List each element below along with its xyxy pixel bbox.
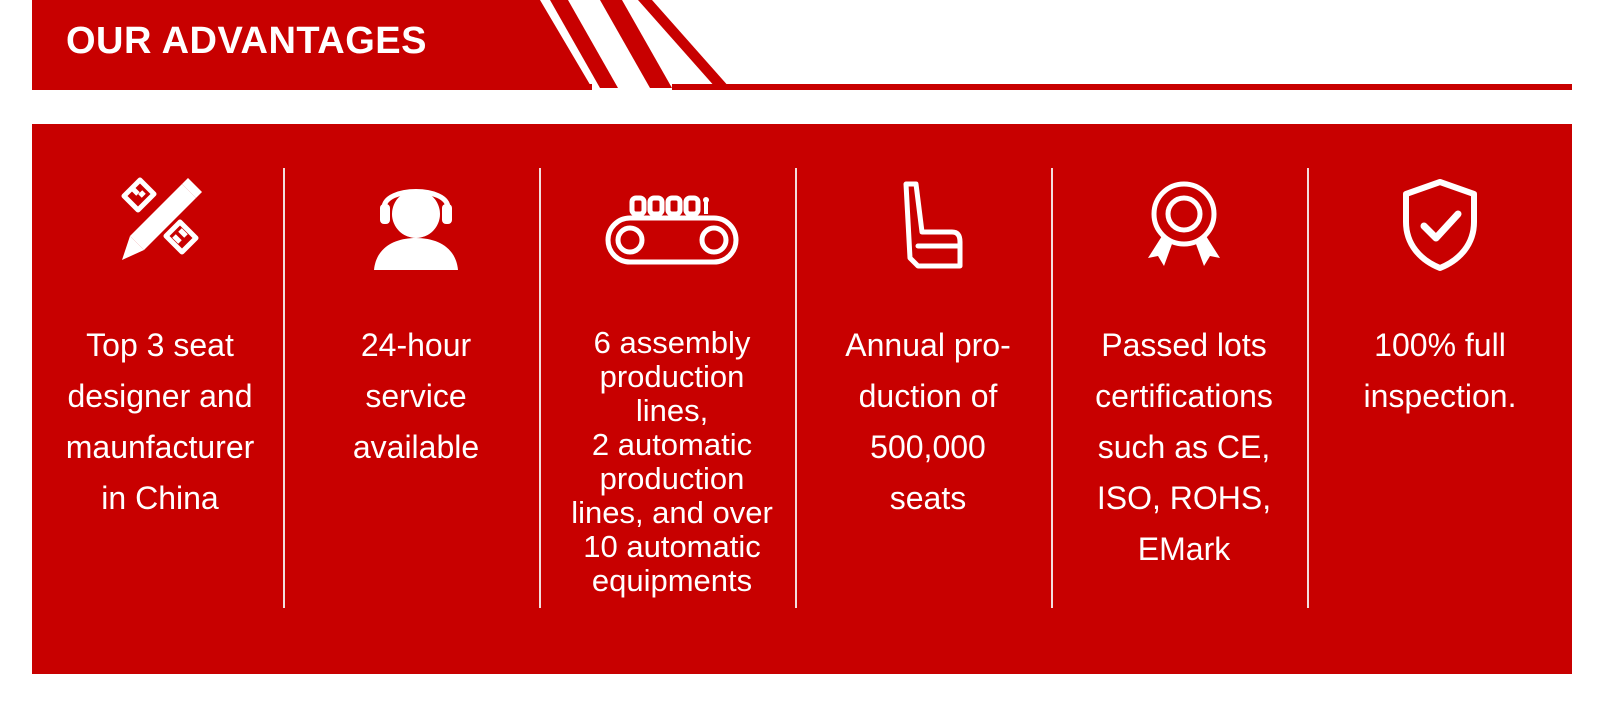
column-divider — [1051, 168, 1053, 608]
header-band — [32, 0, 1572, 92]
column-divider — [1307, 168, 1309, 608]
advantages-panel — [32, 124, 1572, 674]
advantage-text: Top 3 seat designer and maunfacturer in China — [65, 327, 255, 516]
award-badge-icon — [1056, 174, 1312, 274]
advantage-text: 100% full inspection. — [1363, 327, 1517, 414]
seat-icon — [800, 174, 1056, 274]
conveyor-belt-icon — [544, 174, 800, 274]
advantage-item-production-lines — [544, 124, 800, 674]
advantage-item-certifications — [1056, 124, 1312, 674]
advantage-text: 6 assembly production lines, 2 automatic production lines, and over 10 automatic equipments — [571, 325, 773, 598]
advantage-text: Annual pro- duction of 500,000 seats — [845, 327, 1011, 516]
page-title: OUR ADVANTAGES — [66, 20, 427, 62]
headset-agent-icon — [288, 174, 544, 274]
column-divider — [539, 168, 541, 608]
advantage-text: 24-hour service available — [352, 327, 480, 465]
column-divider — [283, 168, 285, 608]
advantage-item-designer — [32, 124, 288, 674]
pencil-ruler-icon — [32, 174, 288, 274]
advantage-item-inspection — [1312, 124, 1568, 674]
shield-check-icon — [1312, 174, 1568, 274]
advantage-text: Passed lots certifications such as CE, ISO, ROHS, EMark — [1095, 327, 1273, 567]
advantage-item-service — [288, 124, 544, 674]
advantage-item-annual-production — [800, 124, 1056, 674]
column-divider — [795, 168, 797, 608]
